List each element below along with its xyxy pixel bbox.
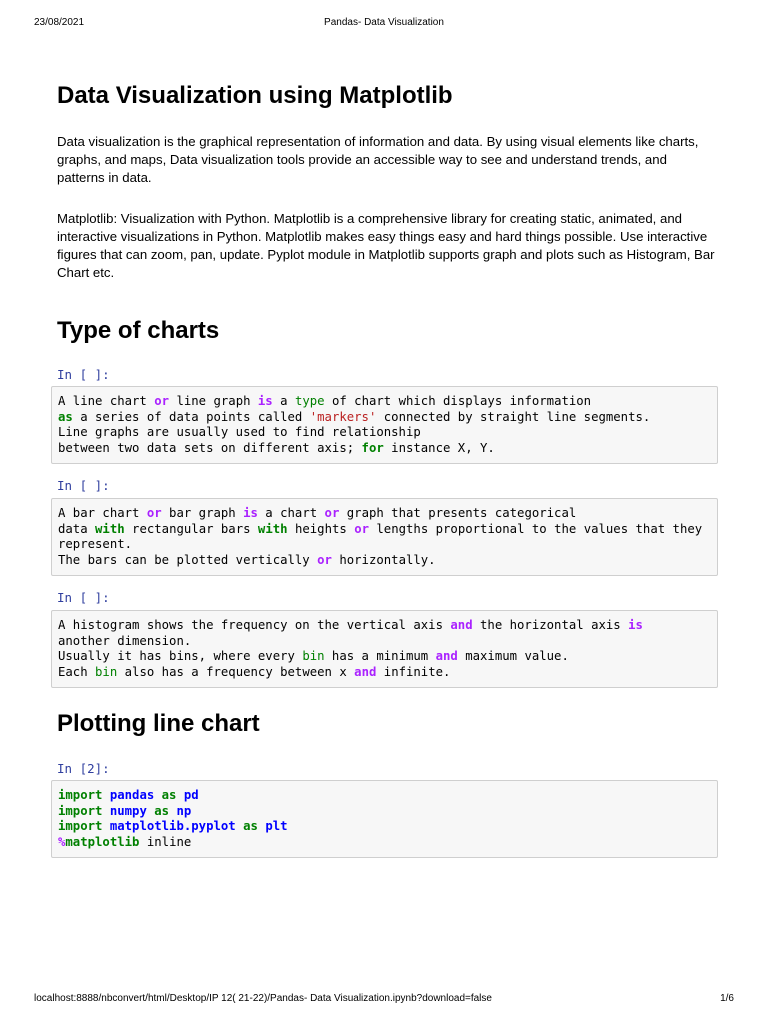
code-token [176,788,183,802]
section-heading-types: Type of charts [57,317,220,344]
code-token: has a minimum [324,649,436,663]
code-cell-1[interactable] [51,386,718,464]
code-token: bar graph [161,506,244,520]
code-token-kw: as [243,819,258,833]
code-token: graph that presents categorical [339,506,577,520]
code-token-kw: as [161,788,177,802]
code-token [102,788,109,802]
code-token-nn: pandas [109,788,155,802]
code-token-kw: with [95,521,125,536]
code-token: A line chart [58,394,155,408]
page-title: Data Visualization using Matplotlib [57,82,453,109]
code-token: heights [287,521,355,536]
code-token [102,804,109,818]
code-token: between two data sets on different axis; [58,440,362,455]
code-token: instance X, Y. [383,440,495,455]
code-token-kw: for [361,440,384,455]
code-token-nn: np [176,803,192,818]
matplotlib-paragraph: Matplotlib: Visualization with Python. Matplotlib is a comprehensive library for creating static, animated, and interactive visualizations in Python. Matplotlib makes easy things easy and hard things possible. Use interactive figures that can zoom, pan, update. Pyplot module in Matplotlib supports graph and plots such as Histogram, Bar Chart etc. [57,211,715,280]
code-token-kw: with [257,521,288,536]
code-token: A histogram shows the frequency on the vertical axis [58,618,451,632]
code-cell-4[interactable] [51,780,718,858]
code-token: horizontally. [331,552,436,567]
code-token-kw: import [58,819,103,833]
print-url: localhost:8888/nbconvert/html/Desktop/IP 12( 21-22)/Pandas- Data Visualization.ipynb?download=false [34,993,492,1004]
code-token: inline [139,834,192,849]
code-text [52,781,717,857]
code-cell-2[interactable] [51,498,718,576]
code-token-kw: import [58,788,103,802]
section-heading-plotting: Plotting line chart [57,710,260,737]
code-token: the horizontal axis [472,618,629,632]
code-token: represent. [58,537,133,551]
code-token-kwp: and [354,664,377,679]
code-token-kwp: is [243,506,258,520]
cell-prompt-4: In [2]: [57,761,110,776]
cell-prompt-1: In [ ]: [57,367,110,382]
code-token-kwp: or [324,506,340,520]
code-token-nn: plt [265,819,288,833]
code-token: lengths proportional to the values that they [369,521,703,536]
code-token: also has a frequency between x [117,664,355,679]
code-token: a [272,394,295,408]
code-token: connected by straight line segments. [376,409,651,424]
code-token: a series of data points called [72,409,310,424]
code-token: maximum value. [457,649,569,663]
code-token: line graph [169,394,258,408]
cell-prompt-2: In [ ]: [57,478,110,493]
code-token: of chart which displays information [324,394,592,408]
intro-paragraph: Data visualization is the graphical representation of information and data. By using visual elements like charts, graphs, and maps, Data visualization tools provide an accessible way to see and understand trends, and patterns in data. [57,134,699,185]
code-text [52,499,717,575]
code-token-bi: type [294,394,325,408]
code-token-kwp: and [450,618,473,632]
code-token [102,819,109,833]
code-token-bi: bin [302,649,325,663]
code-token-nn: pd [183,788,199,802]
code-text [52,387,717,463]
code-token-kwp: or [354,521,369,536]
code-token-kwp: and [435,649,458,663]
code-token: data [58,521,96,536]
code-token-nn: matplotlib.pyplot [109,819,236,833]
code-token-kw: as [154,803,170,818]
code-token-str: 'markers' [309,409,377,424]
print-footer [0,993,768,1007]
code-token-kw: import [58,803,103,818]
code-token-kwp: or [317,552,332,567]
code-token-kwp: is [257,394,273,408]
cell-prompt-3: In [ ]: [57,590,110,605]
code-token [236,819,243,833]
code-token: Line graphs are usually used to find relationship [58,425,421,439]
code-token-bi: bin [95,664,118,679]
code-token-op: % [58,834,66,849]
page-number: 1/6 [720,993,734,1004]
code-token-kw: matplotlib [65,834,140,849]
code-token-kw: as [58,409,73,424]
code-token: rectangular bars [124,521,258,536]
code-token: Usually it has bins, where every [58,649,303,663]
code-token-nn: numpy [109,803,147,818]
code-token [154,788,161,802]
code-text [52,611,717,687]
code-token: infinite. [376,664,451,679]
code-token: Each [58,664,96,679]
code-token-kwp: or [146,506,162,520]
print-header [0,17,768,31]
code-token: A bar chart [58,506,147,520]
code-token-kwp: is [628,618,643,632]
print-date: 23/08/2021 [34,17,85,28]
code-token: a chart [257,506,325,520]
code-token-kwp: or [154,394,170,408]
print-title: Pandas- Data Visualization [324,17,444,28]
code-token: The bars can be plotted vertically [58,552,318,567]
code-token: another dimension. [58,633,192,648]
code-cell-3[interactable] [51,610,718,688]
